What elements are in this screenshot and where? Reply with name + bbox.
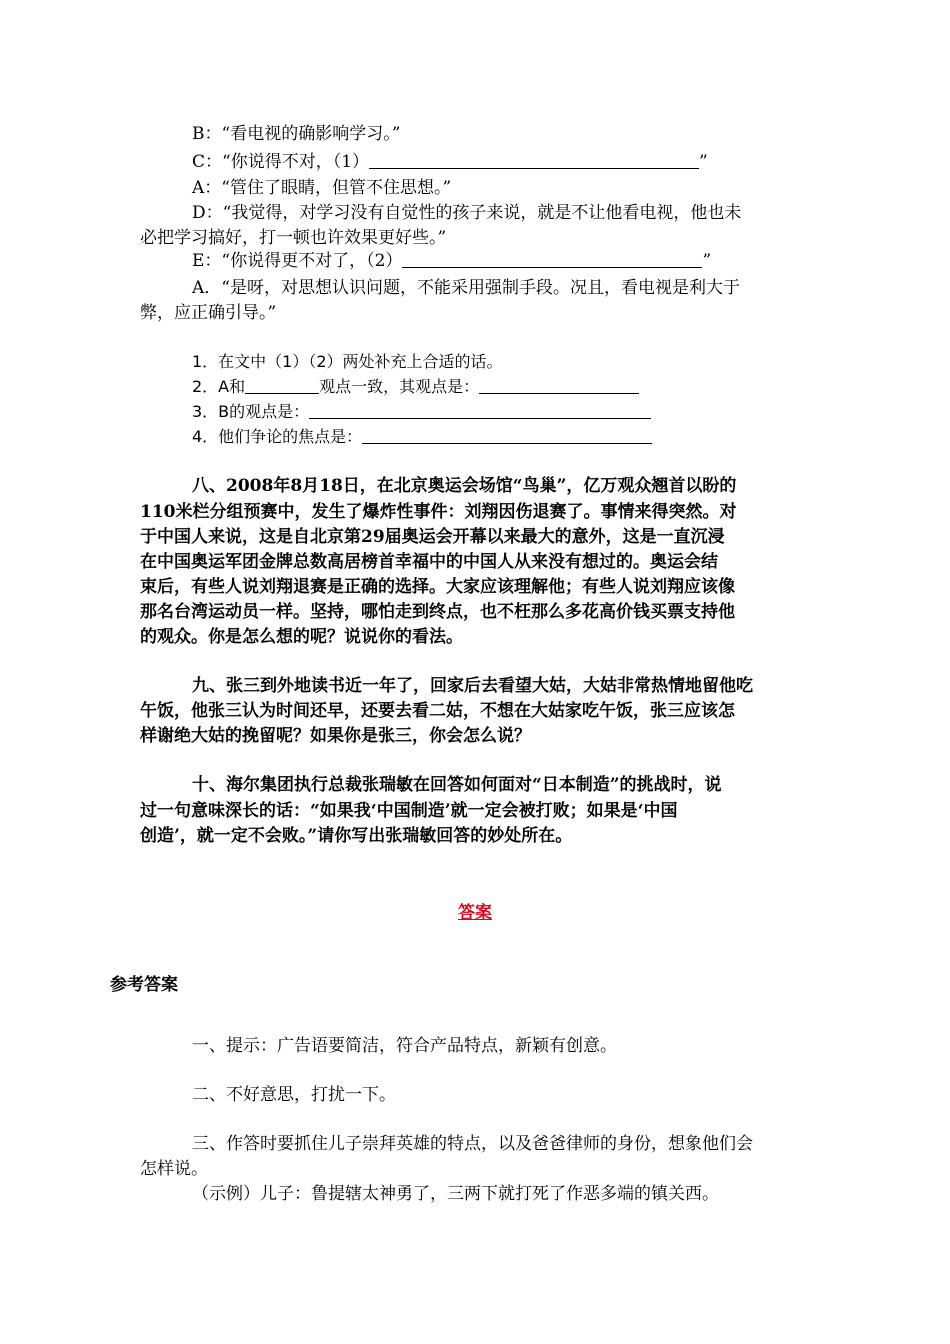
dialogue-line-e — [192, 251, 711, 271]
q10-line: 过一句意味深长的话：“如果我‘中国制造’就一定会被打败；如果是‘中国 — [140, 801, 678, 821]
q10-line: 创造’，就一定不会败。”请你写出张瑞敏回答的妙处所在。 — [140, 826, 573, 846]
question-text: 观点一致，其观点是： — [319, 377, 480, 396]
dialogue-line-b — [192, 124, 400, 144]
dialogue-line-a — [192, 178, 451, 198]
speaker-label: D： — [192, 203, 223, 223]
answer-2: 二、不好意思，打扰一下。 — [192, 1085, 396, 1105]
question-text: 3．B的观点是： — [192, 402, 310, 421]
q9-line: 样谢绝大姑的挽留呢？如果你是张三，你会怎么说？ — [140, 726, 531, 746]
answer-blank[interactable] — [479, 377, 639, 394]
answer-blank-2[interactable] — [402, 251, 702, 268]
question-4 — [192, 427, 652, 447]
q8-line: 的观众。你是怎么想的呢？说说你的看法。 — [140, 627, 463, 647]
dialogue-text: 必把学习搞好，打一顿也许效果更好些。” — [140, 228, 447, 248]
speaker-label: B： — [192, 124, 222, 144]
dialogue-line-d-cont — [140, 228, 446, 248]
dialogue-text: “管住了眼睛，但管不住思想。” — [221, 178, 452, 198]
dialogue-line-c — [192, 152, 708, 172]
dialogue-text: “你说得更不对了，（2） — [221, 251, 403, 271]
answer-blank[interactable] — [245, 377, 319, 394]
answer-blank[interactable] — [309, 402, 651, 419]
speaker-label: C： — [192, 152, 223, 172]
question-2 — [192, 377, 639, 397]
answer-blank[interactable] — [362, 427, 652, 444]
question-3 — [192, 402, 651, 422]
dialogue-line-a2 — [192, 278, 740, 298]
dialogue-line-d — [192, 203, 741, 223]
answer-1: 一、提示：广告语要简洁，符合产品特点，新颖有创意。 — [192, 1036, 617, 1056]
q8-line: 八、2008年8月18日，在北京奥运会场馆“鸟巢”，亿万观众翘首以盼的 — [192, 476, 737, 496]
q9-line: 午饭，他张三认为时间还早，还要去看二姑，不想在大姑家吃午饭，张三应该怎 — [140, 701, 735, 721]
answer-title: 答案 — [458, 903, 492, 923]
speaker-label: A． — [192, 278, 222, 298]
dialogue-text: “看电视的确影响学习。” — [221, 124, 401, 144]
q8-line: 那名台湾运动员一样。坚持，哪怕走到终点，也不枉那么多花高价钱买票支持他 — [140, 602, 735, 622]
reference-answer-heading: 参考答案 — [110, 975, 178, 995]
q8-line: 束后，有些人说刘翔退赛是正确的选择。大家应该理解他；有些人说刘翔应该像 — [140, 577, 735, 597]
answer-3-example: （示例）儿子：鲁提辖太神勇了，三两下就打死了作恶多端的镇关西。 — [192, 1184, 719, 1204]
q8-line: 于中国人来说，这是自北京第29届奥运会开幕以来最大的意外，这是一直沉浸 — [140, 527, 725, 547]
dialogue-line-a2-cont — [140, 303, 276, 323]
dialogue-text: “是呀，对思想认识问题，不能采用强制手段。况且，看电视是利大于 — [221, 278, 740, 298]
q10-line: 十、海尔集团执行总裁张瑞敏在回答如何面对“日本制造”的挑战时，说 — [192, 775, 722, 795]
question-text: 1．在文中（1）（2）两处补充上合适的话。 — [192, 352, 503, 371]
question-text: 2．A和 — [192, 377, 246, 396]
speaker-label: A： — [192, 178, 222, 198]
question-text: 4．他们争论的焦点是： — [192, 427, 363, 446]
answer-blank-1[interactable] — [369, 152, 699, 169]
dialogue-text: 弊，应正确引导。” — [140, 303, 277, 323]
dialogue-text: “你说得不对，（1） — [222, 152, 370, 172]
q8-line: 在中国奥运军团金牌总数高居榜首幸福中的中国人从来没有想过的。奥运会结 — [140, 552, 718, 572]
answer-3-line2: 怎样说。 — [140, 1159, 208, 1179]
answer-3-line1: 三、作答时要抓住儿子崇拜英雄的特点，以及爸爸律师的身份，想象他们会 — [192, 1134, 753, 1154]
question-1 — [192, 352, 503, 372]
q8-line: 110米栏分组预赛中，发生了爆炸性事件：刘翔因伤退赛了。事情来得突然。对 — [140, 502, 737, 522]
dialogue-tail: ” — [699, 152, 708, 172]
dialogue-text: “我觉得，对学习没有自觉性的孩子来说，就是不让他看电视，他也未 — [222, 203, 742, 223]
dialogue-tail: ” — [702, 251, 712, 271]
speaker-label: E： — [192, 251, 222, 271]
q9-line: 九、张三到外地读书近一年了，回家后去看望大姑，大姑非常热情地留他吃 — [192, 676, 753, 696]
